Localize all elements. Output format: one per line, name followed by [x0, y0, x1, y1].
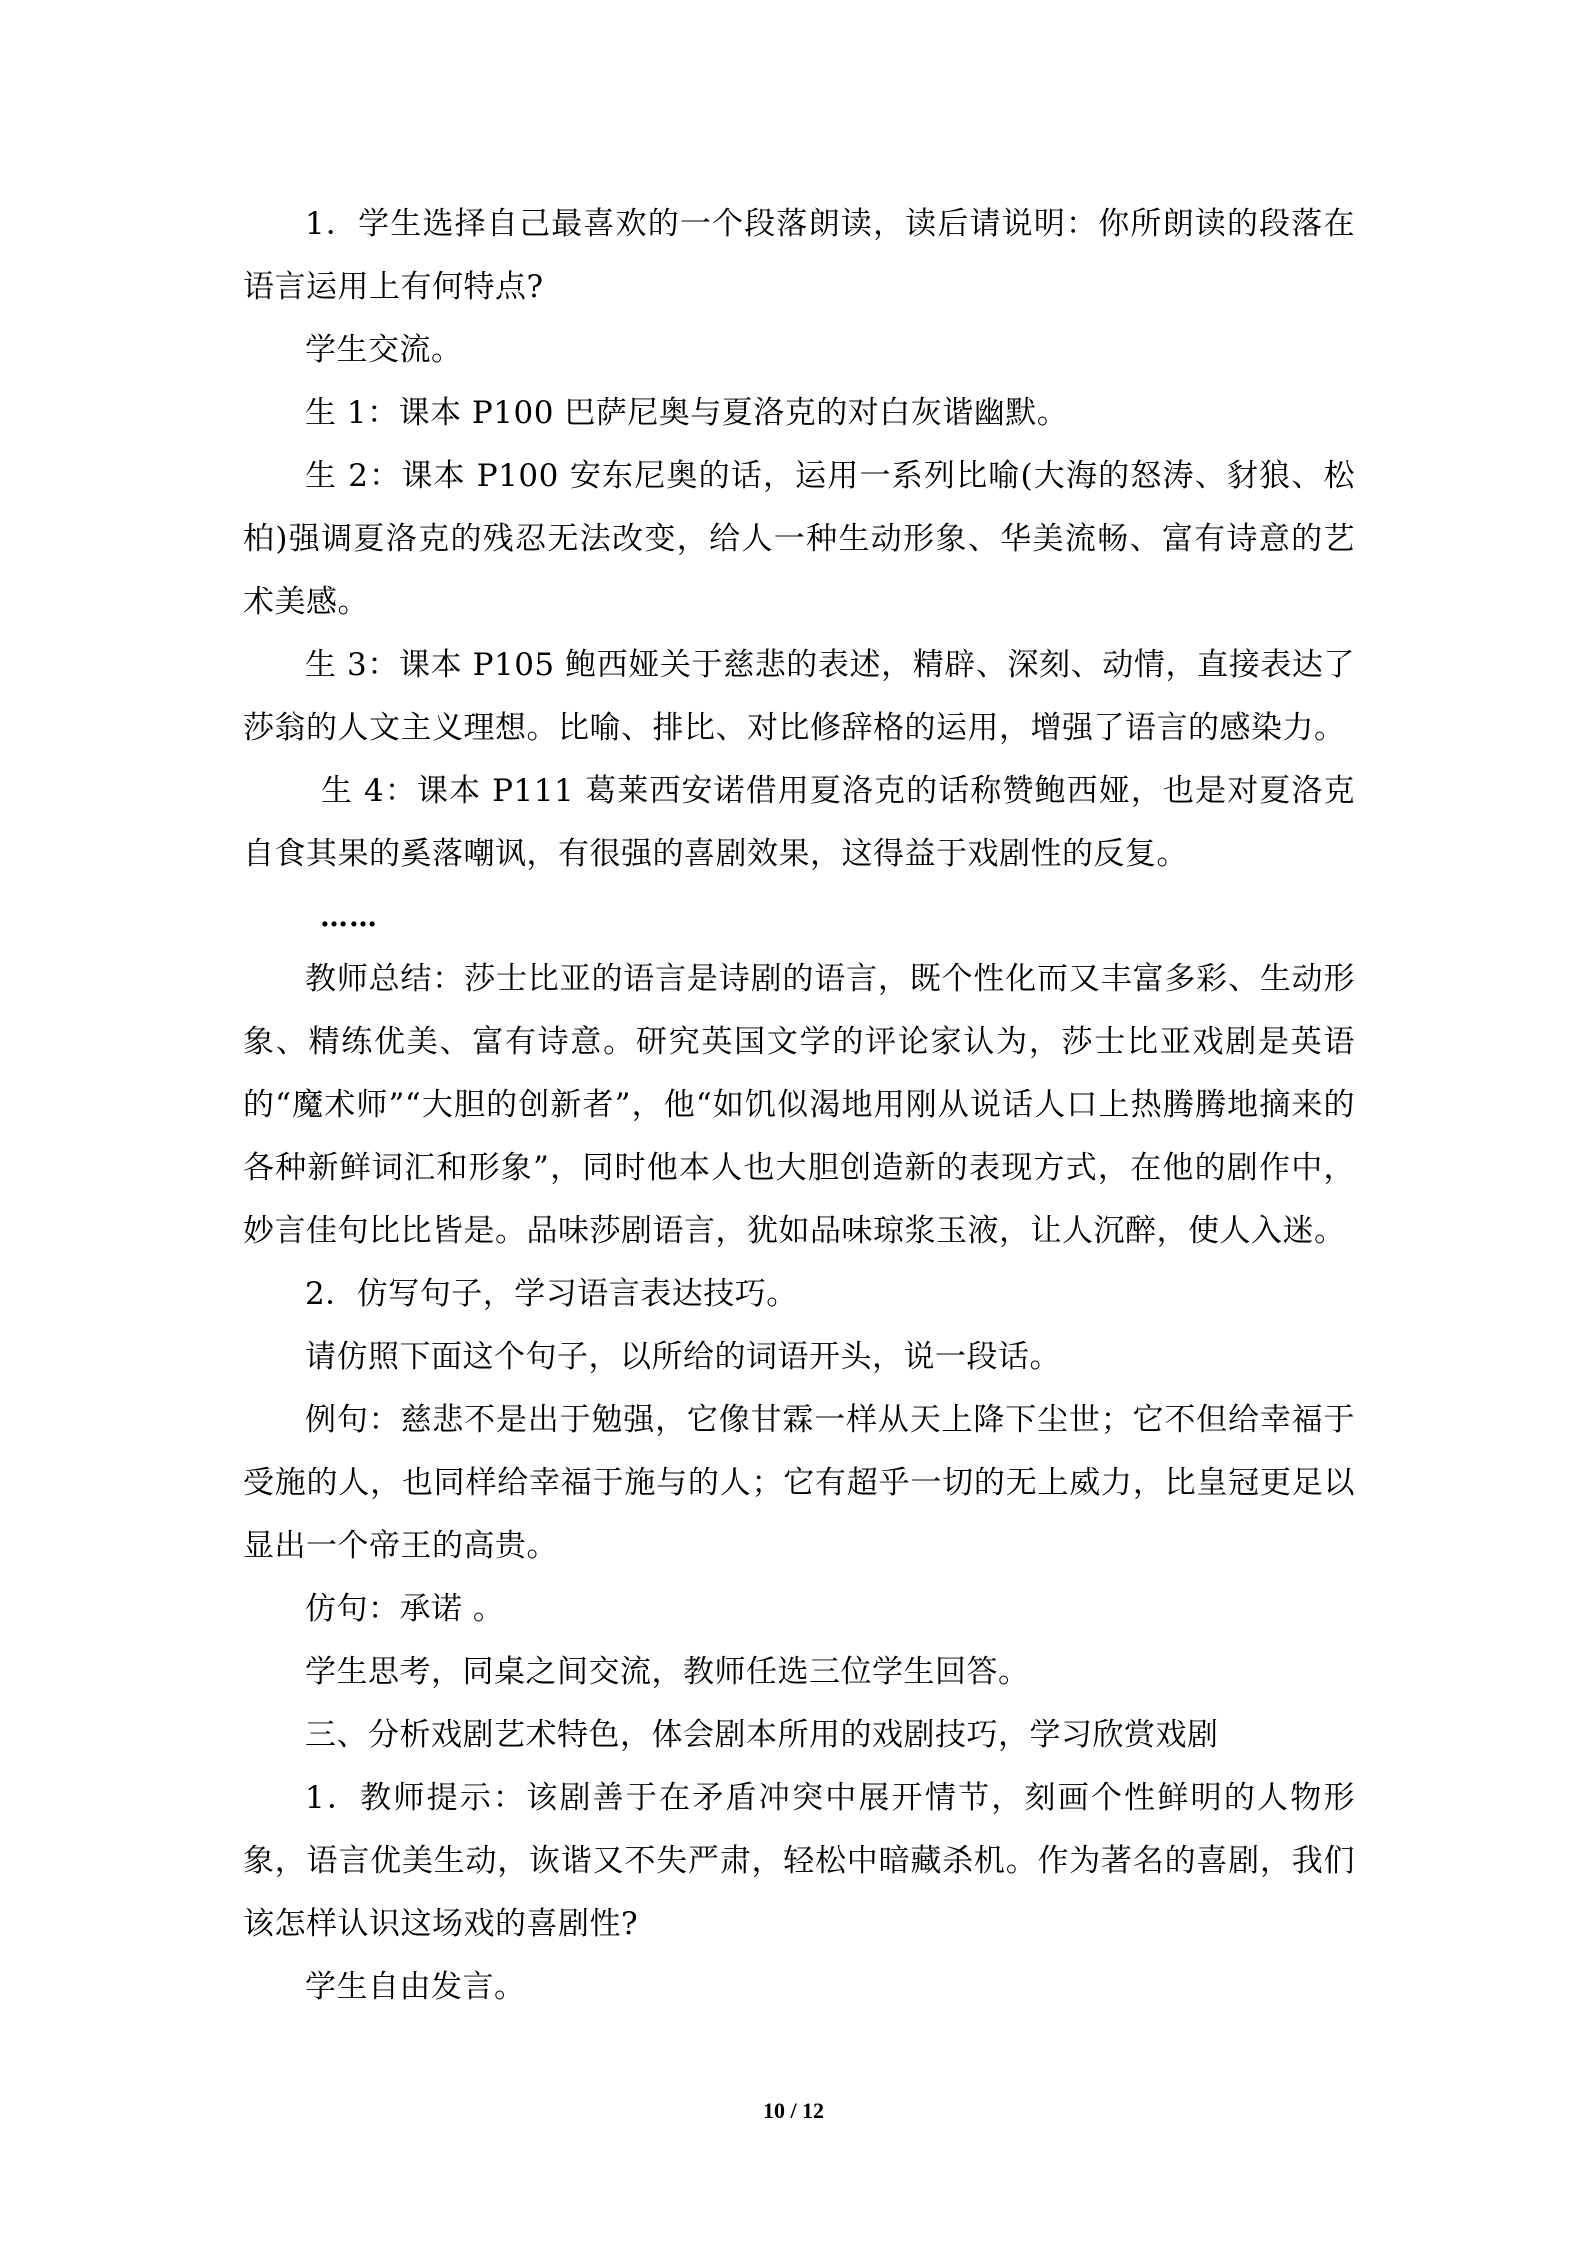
paragraph-student-4: 生 4：课本 P111 葛莱西安诺借用夏洛克的话称赞鲍西娅，也是对夏洛克自食其果的奚落嘲讽，有很强的喜剧效果，这得益于戏剧性的反复。 [243, 773, 1355, 872]
paragraph-teacher-summary: 教师总结：莎士比亚的语言是诗剧的语言，既个性化而又丰富多彩、生动形象、精练优美、富有诗意。研究英国文学的评论家认为，莎士比亚戏剧是英语的“魔术师”“大胆的创新者”，他“如饥似渴地用刚从说话人口上热腾腾地摘来的各种新鲜词汇和形象”，同时他本人也大胆创造新的表现方式，在他的剧作中，妙言佳句比比皆是。品味莎剧语言，犹如品味琼浆玉液，让人沉醉，使人入迷。 [243, 961, 1355, 1249]
paragraph-student-thinking: 学生思考，同桌之间交流，教师任选三位学生回答。 [305, 1654, 1030, 1690]
paragraph-teacher-hint: 1．教师提示：该剧善于在矛盾冲突中展开情节，刻画个性鲜明的人物形象，语言优美生动，诙谐又不失严肃，轻松中暗藏杀机。作为著名的喜剧，我们该怎样认识这场戏的喜剧性? [243, 1780, 1355, 1942]
paragraph-student-3: 生 3：课本 P105 鲍西娅关于慈悲的表述，精辟、深刻、动情，直接表达了莎翁的人文主义理想。比喻、排比、对比修辞格的运用，增强了语言的感染力。 [243, 647, 1355, 746]
page-number: 10 / 12 [762, 2098, 825, 2123]
paragraph-example-sentence: 例句：慈悲不是出于勉强，它像甘霖一样从天上降下尘世；它不但给幸福于受施的人，也同样给幸福于施与的人；它有超乎一切的无上威力，比皇冠更足以显出一个帝王的高贵。 [243, 1402, 1355, 1564]
paragraph-student-exchange: 学生交流。 [305, 332, 463, 368]
paragraph-student-2: 生 2：课本 P100 安东尼奥的话，运用一系列比喻(大海的怒涛、豺狼、松柏)强调夏洛克的残忍无法改变，给人一种生动形象、华美流畅、富有诗意的艺术美感。 [243, 458, 1355, 620]
paragraph-imitation-sentence: 仿句：承诺 。 [305, 1591, 505, 1627]
paragraph-imitation-heading: 2．仿写句子，学习语言表达技巧。 [305, 1276, 798, 1312]
ellipsis: …… [320, 900, 378, 933]
paragraph-question-1: 1．学生选择自己最喜欢的一个段落朗读，读后请说明：你所朗读的段落在语言运用上有何特点? [243, 206, 1355, 305]
paragraph-free-speech: 学生自由发言。 [305, 1969, 526, 2005]
paragraph-student-1: 生 1：课本 P100 巴萨尼奥与夏洛克的对白灰谐幽默。 [305, 395, 1069, 431]
paragraph-instruction: 请仿照下面这个句子，以所给的词语开头，说一段话。 [305, 1339, 1061, 1375]
section-heading-three: 三、分析戏剧艺术特色，体会剧本所用的戏剧技巧，学习欣赏戏剧 [305, 1717, 1219, 1753]
